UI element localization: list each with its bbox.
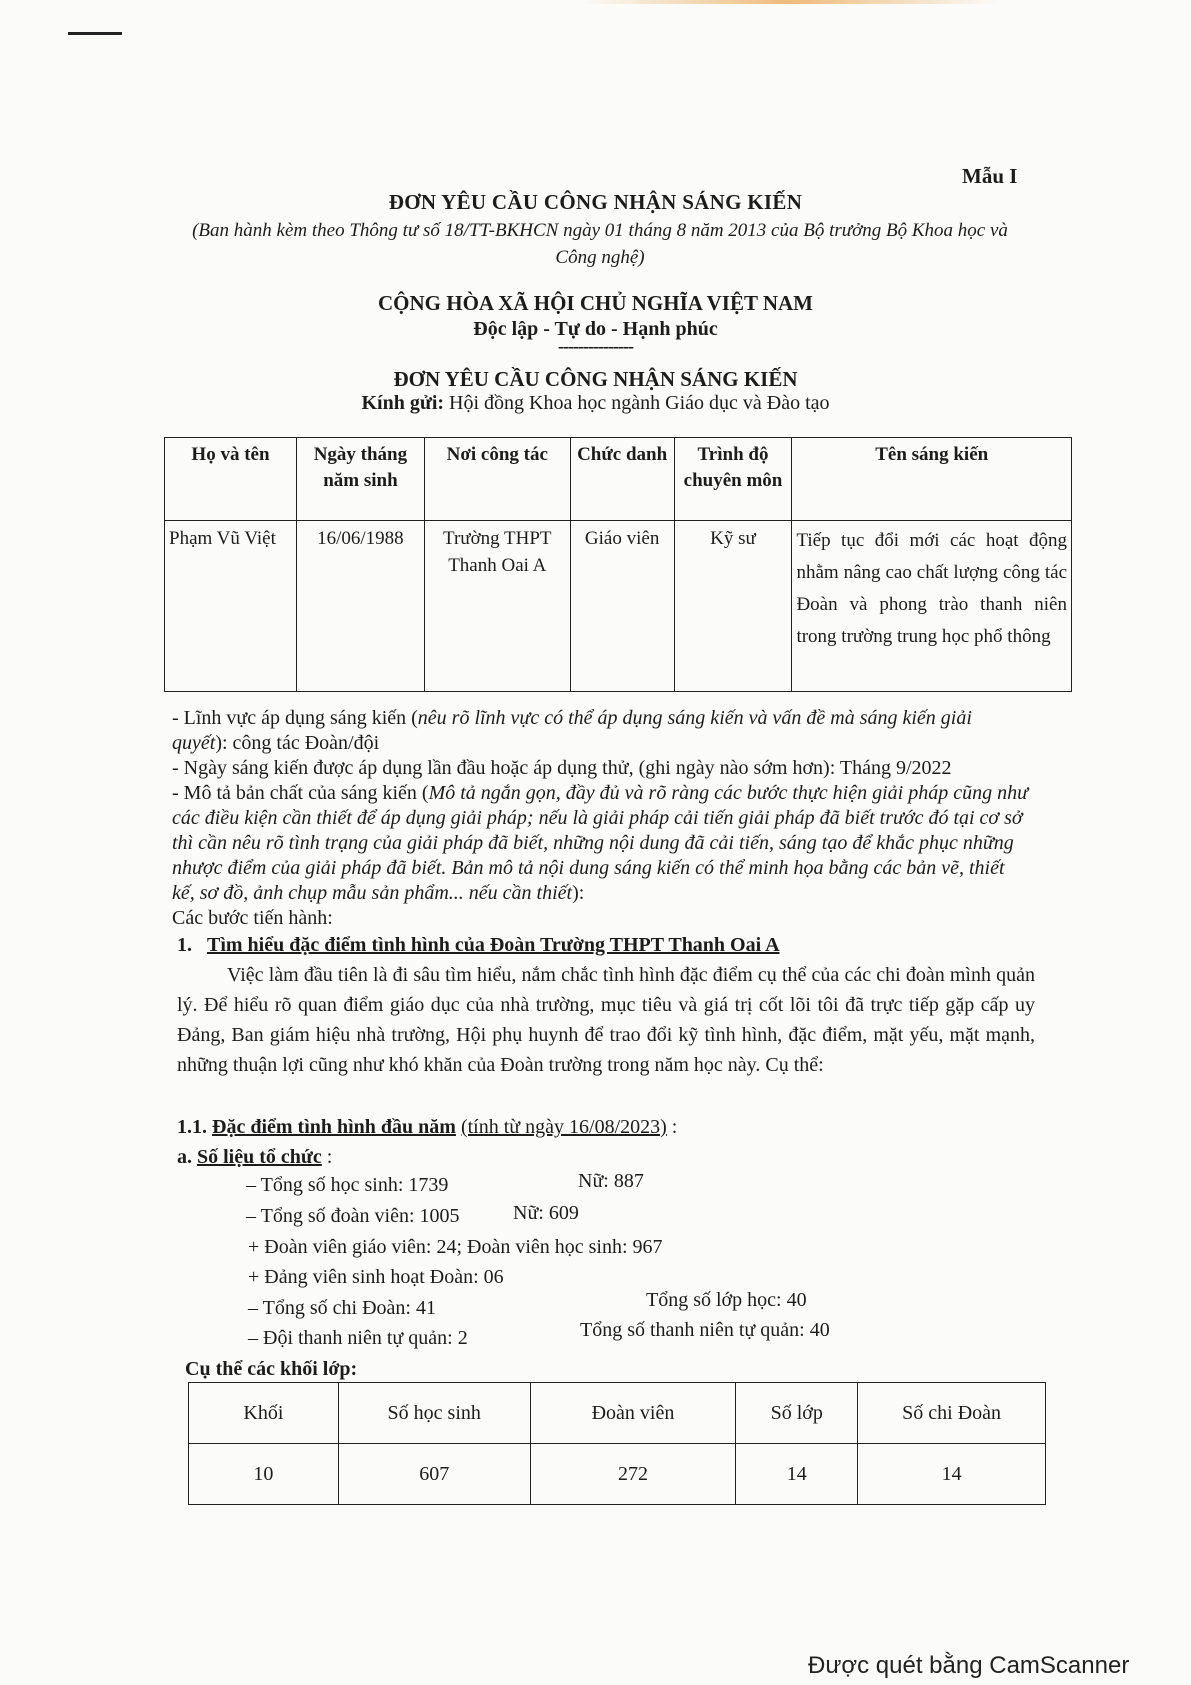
- section-1-1-heading: [177, 1112, 1035, 1142]
- stat-self-managed-total: Tổng số thanh niên tự quản: 40: [580, 1319, 830, 1341]
- cell-branches: 14: [858, 1444, 1046, 1505]
- field-prefix: - Lĩnh vực áp dụng sáng kiến (: [172, 707, 418, 729]
- col-header-members: Đoàn viên: [530, 1383, 736, 1444]
- col-header-classes: Số lớp: [736, 1383, 858, 1444]
- author-qualification: Kỹ sư: [674, 521, 792, 692]
- stat-classes: Tổng số lớp học: 40: [646, 1289, 807, 1311]
- author-position: Giáo viên: [570, 521, 674, 692]
- scan-mark: [68, 32, 122, 35]
- col-header-qualification: Trình độ chuyên môn: [674, 438, 792, 521]
- cell-students: 607: [338, 1444, 530, 1505]
- form-code: Mẫu I: [962, 164, 1018, 188]
- author-table-header: [165, 438, 1072, 521]
- col-header-initiative: Tên sáng kiến: [792, 438, 1072, 521]
- stat-members-female: Nữ: 609: [513, 1202, 579, 1224]
- stat-students-female: Nữ: 887: [578, 1170, 644, 1192]
- issued-by-note: (Ban hành kèm theo Thông tư số 18/TT-BKHCN ngày 01 tháng 8 năm 2013 của Bộ trưởng Bộ Khoa học và Công nghệ): [192, 220, 1008, 268]
- col-header-students: Số học sinh: [338, 1383, 530, 1444]
- desc-suffix: ):: [572, 882, 585, 904]
- grade-table-title: Cụ thể các khối lớp:: [185, 1358, 358, 1380]
- form-title: ĐƠN YÊU CẦU CÔNG NHẬN SÁNG KIẾN: [393, 367, 798, 391]
- col-header-branches: Số chi Đoàn: [858, 1383, 1046, 1444]
- cell-classes: 14: [736, 1444, 858, 1505]
- section-1-1-tail: :: [666, 1116, 678, 1138]
- section-1-paragraph: Việc làm đầu tiên là đi sâu tìm hiểu, nắm chắc tình hình đặc điểm cụ thể của các chi đoàn mình quản lý. Để hiểu rõ quan điểm giáo dục của nhà trường, mục tiêu và giá trị cốt lõi tôi đã trực tiếp gặp cấp uy Đảng, Ban giám hiệu nhà trường, Hội phụ huynh để trao đổi kỹ tình hình, đặc điểm, mặt yếu, mặt mạnh, những thuận lợi cũng như khó khăn của Đoàn trường trong năm học này. Cụ thể:: [177, 964, 1035, 1076]
- field-note: nêu rõ lĩnh vực có thể áp dụng sáng kiến và vấn đề mà sáng kiến giải quyết: [172, 707, 972, 754]
- org-stats-title: Số liệu tổ chức: [197, 1146, 322, 1168]
- stat-branches: – Tổng số chi Đoàn: 41: [248, 1297, 436, 1319]
- national-motto: Độc lập - Tự do - Hạnh phúc: [473, 318, 718, 340]
- stat-self-managed: – Đội thanh niên tự quản: 2: [248, 1327, 468, 1349]
- col-header-grade: Khối: [189, 1383, 339, 1444]
- cell-grade: 10: [189, 1444, 339, 1505]
- cell-members: 272: [530, 1444, 736, 1505]
- scan-edge-mark: [580, 0, 1000, 4]
- stat-members: – Tổng số đoàn viên: 1005: [246, 1205, 460, 1227]
- stat-teachers: + Đoàn viên giáo viên: 24; Đoàn viên học sinh: 967: [248, 1236, 663, 1258]
- steps-label: Các bước tiến hành:: [172, 907, 333, 929]
- first-applied-date: - Ngày sáng kiến được áp dụng lần đầu hoặc áp dụng thử, (ghi ngày nào sớm hơn): Tháng 9/2022: [172, 757, 952, 779]
- stat-students: – Tổng số học sinh: 1739: [246, 1174, 449, 1196]
- initiative-description: [172, 781, 1032, 906]
- national-title: CỘNG HÒA XÃ HỘI CHỦ NGHĨA VIỆT NAM: [377, 291, 814, 315]
- recipient-line: [0, 392, 1191, 415]
- author-workplace: Trường THPT Thanh Oai A: [424, 521, 570, 692]
- grade-table-header: [189, 1383, 1046, 1444]
- field-of-application: [172, 706, 1032, 756]
- grade-table-row: [189, 1444, 1046, 1505]
- org-stats-tail: :: [321, 1146, 333, 1168]
- section-1-1-number: 1.1.: [177, 1116, 207, 1138]
- recipient-label: Kính gửi:: [361, 392, 445, 414]
- stat-party-members: + Đảng viên sinh hoạt Đoàn: 06: [248, 1266, 504, 1288]
- org-stats-prefix: a.: [177, 1146, 192, 1168]
- section-1-title: Tìm hiểu đặc điểm tình hình của Đoàn Trường THPT Thanh Oai A: [207, 934, 780, 956]
- col-header-dob: Ngày tháng năm sinh: [296, 438, 424, 521]
- section-1-heading: [177, 930, 1035, 960]
- desc-prefix: - Mô tả bản chất của sáng kiến (: [172, 782, 429, 804]
- section-1-1-date: (tính từ ngày 16/08/2023): [460, 1116, 667, 1138]
- initiative-name: Tiếp tục đổi mới các hoạt động nhằm nâng cao chất lượng công tác Đoàn và phong trào thanh niên trong trường trung học phổ thông: [792, 521, 1072, 692]
- author-name: Phạm Vũ Việt: [165, 521, 297, 692]
- field-value: ): công tác Đoàn/đội: [215, 732, 380, 754]
- section-1-number: 1.: [177, 934, 192, 956]
- author-table: [164, 437, 1072, 692]
- col-header-workplace: Nơi công tác: [424, 438, 570, 521]
- col-header-position: Chức danh: [570, 438, 674, 521]
- separator-line: ---------------: [558, 336, 633, 356]
- section-1-1-title: Đặc điểm tình hình đầu năm: [212, 1116, 456, 1138]
- desc-note: Mô tả ngắn gọn, đầy đủ và rõ ràng các bước thực hiện giải pháp cũng như các điều kiện cần thiết để áp dụng giải pháp; nếu là giải pháp cải tiến giải pháp đã biết trước đó tại cơ sở thì cần nêu rõ tình trạng của giải pháp đã biết, những nội dung đã cải tiến, sáng tạo để khắc phục những nhược điểm của giải pháp đã biết. Bản mô tả nội dung sáng kiến có thể minh họa bằng các bản vẽ, thiết kế, sơ đồ, ảnh chụp mẫu sản phẩm... nếu cần thiết: [172, 782, 1029, 904]
- col-header-name: Họ và tên: [165, 438, 297, 521]
- recipient-name: Hội đồng Khoa học ngành Giáo dục và Đào tạo: [449, 392, 830, 414]
- document-title: ĐƠN YÊU CẦU CÔNG NHẬN SÁNG KIẾN: [388, 190, 803, 214]
- org-stats-heading: [177, 1142, 1035, 1172]
- grade-table: [188, 1382, 1046, 1505]
- camscanner-watermark: Được quét bằng CamScanner: [808, 1652, 1130, 1679]
- author-table-row: [165, 521, 1072, 692]
- author-dob: 16/06/1988: [296, 521, 424, 692]
